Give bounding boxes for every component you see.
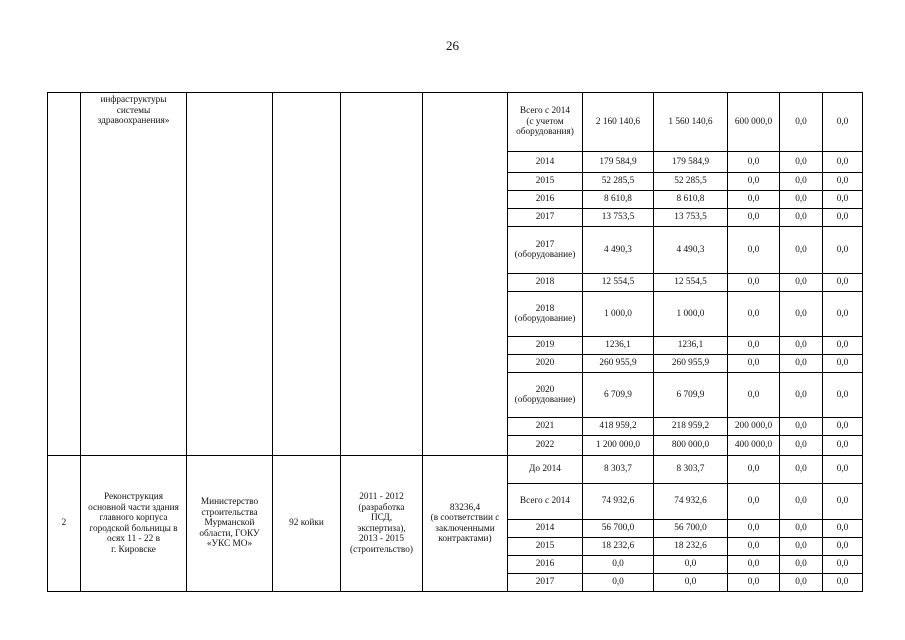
text-line: заключенными <box>435 523 495 534</box>
other-cell: 0,0 <box>823 337 863 355</box>
federal-cell: 0,0 <box>728 538 780 556</box>
federal-cell: 200 000,0 <box>728 418 780 436</box>
text-line: 2020 <box>535 384 555 395</box>
regional-cell: 1 000,0 <box>654 292 728 337</box>
federal-cell: 0,0 <box>728 556 780 574</box>
federal-cell: 0,0 <box>728 355 780 373</box>
text-line: основной части здания <box>88 502 179 513</box>
text-line: (разработка <box>358 502 405 513</box>
municipal-cell: 0,0 <box>780 456 823 484</box>
text-line: Мурманской <box>204 518 255 529</box>
total-cell: 1 200 000,0 <box>583 436 654 456</box>
other-cell: 0,0 <box>823 484 863 520</box>
regional-cell: 260 955,9 <box>654 355 728 373</box>
municipal-cell: 0,0 <box>780 574 823 592</box>
period-cell <box>508 227 583 274</box>
total-cell: 12 554,5 <box>583 274 654 292</box>
text-line: главного корпуса <box>99 513 168 523</box>
text-line: Реконструкция <box>103 492 164 502</box>
text-line: осях 11 - 22 в <box>107 534 160 544</box>
text-line: городской больницы в <box>89 523 178 534</box>
text-line: ПСД, <box>370 513 393 523</box>
other-cell: 0,0 <box>823 93 863 152</box>
regional-cell: 12 554,5 <box>654 274 728 292</box>
period-cell <box>508 191 583 209</box>
row-number-cell: 2 <box>48 456 81 592</box>
text-line: экспертиза), <box>357 523 406 534</box>
timeline-cell <box>341 93 423 456</box>
federal-cell: 400 000,0 <box>728 436 780 456</box>
other-cell: 0,0 <box>823 436 863 456</box>
period-cell <box>508 337 583 355</box>
other-cell: 0,0 <box>823 274 863 292</box>
text-line: 2016 <box>535 194 555 205</box>
text-line: 2014 <box>535 523 555 534</box>
total-cell: 8 303,7 <box>583 456 654 484</box>
federal-cell: 0,0 <box>728 152 780 173</box>
text-line: (оборудование) <box>514 250 576 260</box>
municipal-cell: 0,0 <box>780 191 823 209</box>
other-cell: 0,0 <box>823 355 863 373</box>
object-name-cell <box>81 93 187 456</box>
other-cell: 0,0 <box>823 538 863 556</box>
text-line: инфраструктуры <box>100 95 167 105</box>
timeline-cell <box>341 456 423 592</box>
regional-cell: 0,0 <box>654 574 728 592</box>
text-line: 2017 <box>535 212 555 223</box>
text-line: системы <box>116 105 151 116</box>
other-cell: 0,0 <box>823 209 863 227</box>
text-line: 2020 <box>535 358 555 369</box>
text-line: контрактами) <box>438 534 492 544</box>
municipal-cell: 0,0 <box>780 227 823 274</box>
capacity-cell <box>273 93 341 456</box>
total-cell: 8 610,8 <box>583 191 654 209</box>
text-line: (строительство) <box>350 544 413 555</box>
text-line: 2014 <box>535 156 555 167</box>
text-line: 2021 <box>535 421 555 432</box>
regional-cell: 1 560 140,6 <box>654 93 728 152</box>
period-cell <box>508 292 583 337</box>
period-cell <box>508 209 583 227</box>
text-line: (оборудование) <box>514 395 576 405</box>
federal-cell: 0,0 <box>728 227 780 274</box>
period-cell <box>508 173 583 191</box>
period-cell <box>508 538 583 556</box>
regional-cell: 52 285,5 <box>654 173 728 191</box>
text-line: 2013 - 2015 <box>359 534 404 544</box>
other-cell: 0,0 <box>823 227 863 274</box>
page-number: 26 <box>446 38 459 53</box>
total-cell: 52 285,5 <box>583 173 654 191</box>
text-line: 2011 - 2012 <box>359 492 404 502</box>
text-line: здравоохранения» <box>97 116 170 126</box>
total-cell: 260 955,9 <box>583 355 654 373</box>
federal-cell: 0,0 <box>728 173 780 191</box>
table-row <box>48 93 863 152</box>
regional-cell: 8 610,8 <box>654 191 728 209</box>
municipal-cell: 0,0 <box>780 556 823 574</box>
total-cell: 0,0 <box>583 574 654 592</box>
period-cell <box>508 93 583 152</box>
text-line: 2017 <box>535 577 555 588</box>
federal-cell: 0,0 <box>728 484 780 520</box>
cost-cell <box>423 456 508 592</box>
period-cell <box>508 436 583 456</box>
regional-cell: 4 490,3 <box>654 227 728 274</box>
municipal-cell: 0,0 <box>780 292 823 337</box>
text-line: г. Кировске <box>111 544 156 555</box>
period-cell <box>508 355 583 373</box>
regional-cell: 56 700,0 <box>654 520 728 538</box>
municipal-cell: 0,0 <box>780 173 823 191</box>
period-cell <box>508 373 583 418</box>
federal-cell: 0,0 <box>728 191 780 209</box>
regional-cell: 179 584,9 <box>654 152 728 173</box>
other-cell: 0,0 <box>823 292 863 337</box>
regional-cell: 8 303,7 <box>654 456 728 484</box>
regional-cell: 74 932,6 <box>654 484 728 520</box>
municipal-cell: 0,0 <box>780 355 823 373</box>
municipal-cell: 0,0 <box>780 337 823 355</box>
cost-cell <box>423 93 508 456</box>
text-line: (с учетом <box>526 116 564 127</box>
total-cell: 6 709,9 <box>583 373 654 418</box>
municipal-cell: 0,0 <box>780 209 823 227</box>
federal-cell: 0,0 <box>728 274 780 292</box>
federal-cell: 0,0 <box>728 373 780 418</box>
text-line: оборудования) <box>516 127 574 138</box>
municipal-cell: 0,0 <box>780 373 823 418</box>
regional-cell: 1236,1 <box>654 337 728 355</box>
capacity-cell: 92 койки <box>273 456 341 592</box>
federal-cell: 600 000,0 <box>728 93 780 152</box>
text-line: (в соответствии с <box>430 513 500 523</box>
total-cell: 4 490,3 <box>583 227 654 274</box>
regional-cell: 218 959,2 <box>654 418 728 436</box>
federal-cell: 0,0 <box>728 292 780 337</box>
federal-cell: 0,0 <box>728 456 780 484</box>
text-line: Министерство <box>200 497 259 508</box>
other-cell: 0,0 <box>823 373 863 418</box>
executor-cell <box>187 93 273 456</box>
other-cell: 0,0 <box>823 520 863 538</box>
total-cell: 13 753,5 <box>583 209 654 227</box>
total-cell: 1236,1 <box>583 337 654 355</box>
text-line: «УКС МО» <box>206 539 253 550</box>
period-cell <box>508 152 583 173</box>
object-name-cell <box>81 456 187 592</box>
period-cell <box>508 556 583 574</box>
total-cell: 0,0 <box>583 556 654 574</box>
total-cell: 418 959,2 <box>583 418 654 436</box>
other-cell: 0,0 <box>823 173 863 191</box>
text-line: Всего с 2014 <box>519 106 571 117</box>
period-cell <box>508 520 583 538</box>
other-cell: 0,0 <box>823 574 863 592</box>
municipal-cell: 0,0 <box>780 538 823 556</box>
regional-cell: 13 753,5 <box>654 209 728 227</box>
total-cell: 179 584,9 <box>583 152 654 173</box>
text-line: 83236,4 <box>449 502 481 513</box>
other-cell: 0,0 <box>823 191 863 209</box>
row-number-cell <box>48 93 81 456</box>
other-cell: 0,0 <box>823 152 863 173</box>
municipal-cell: 0,0 <box>780 484 823 520</box>
municipal-cell: 0,0 <box>780 418 823 436</box>
total-cell: 2 160 140,6 <box>583 93 654 152</box>
text-line: 2018 <box>535 277 555 288</box>
municipal-cell: 0,0 <box>780 93 823 152</box>
total-cell: 18 232,6 <box>583 538 654 556</box>
federal-cell: 0,0 <box>728 574 780 592</box>
executor-cell <box>187 456 273 592</box>
table-row <box>48 456 863 484</box>
regional-cell: 800 000,0 <box>654 436 728 456</box>
period-cell <box>508 456 583 484</box>
text-line: 2018 <box>535 303 555 314</box>
text-line: 2022 <box>535 440 555 451</box>
period-cell <box>508 484 583 520</box>
other-cell: 0,0 <box>823 456 863 484</box>
regional-cell: 0,0 <box>654 556 728 574</box>
total-cell: 74 932,6 <box>583 484 654 520</box>
regional-cell: 6 709,9 <box>654 373 728 418</box>
federal-cell: 0,0 <box>728 209 780 227</box>
municipal-cell: 0,0 <box>780 520 823 538</box>
other-cell: 0,0 <box>823 418 863 436</box>
period-cell <box>508 574 583 592</box>
text-line: 2015 <box>535 541 555 552</box>
text-line: 2016 <box>535 559 555 570</box>
investment-table <box>47 92 863 592</box>
federal-cell: 0,0 <box>728 520 780 538</box>
other-cell: 0,0 <box>823 556 863 574</box>
municipal-cell: 0,0 <box>780 274 823 292</box>
text-line: 2015 <box>535 176 555 187</box>
municipal-cell: 0,0 <box>780 436 823 456</box>
text-line: До 2014 <box>529 464 561 475</box>
text-line: области, ГОКУ <box>199 528 260 539</box>
total-cell: 1 000,0 <box>583 292 654 337</box>
text-line: Всего с 2014 <box>519 496 571 507</box>
text-line: 2019 <box>535 340 555 351</box>
period-cell <box>508 418 583 436</box>
total-cell: 56 700,0 <box>583 520 654 538</box>
table-body <box>48 93 863 592</box>
period-cell <box>508 274 583 292</box>
text-line: строительства <box>201 507 258 518</box>
municipal-cell: 0,0 <box>780 152 823 173</box>
text-line: 2017 <box>535 239 555 250</box>
federal-cell: 0,0 <box>728 337 780 355</box>
text-line: (оборудование) <box>514 314 576 324</box>
regional-cell: 18 232,6 <box>654 538 728 556</box>
